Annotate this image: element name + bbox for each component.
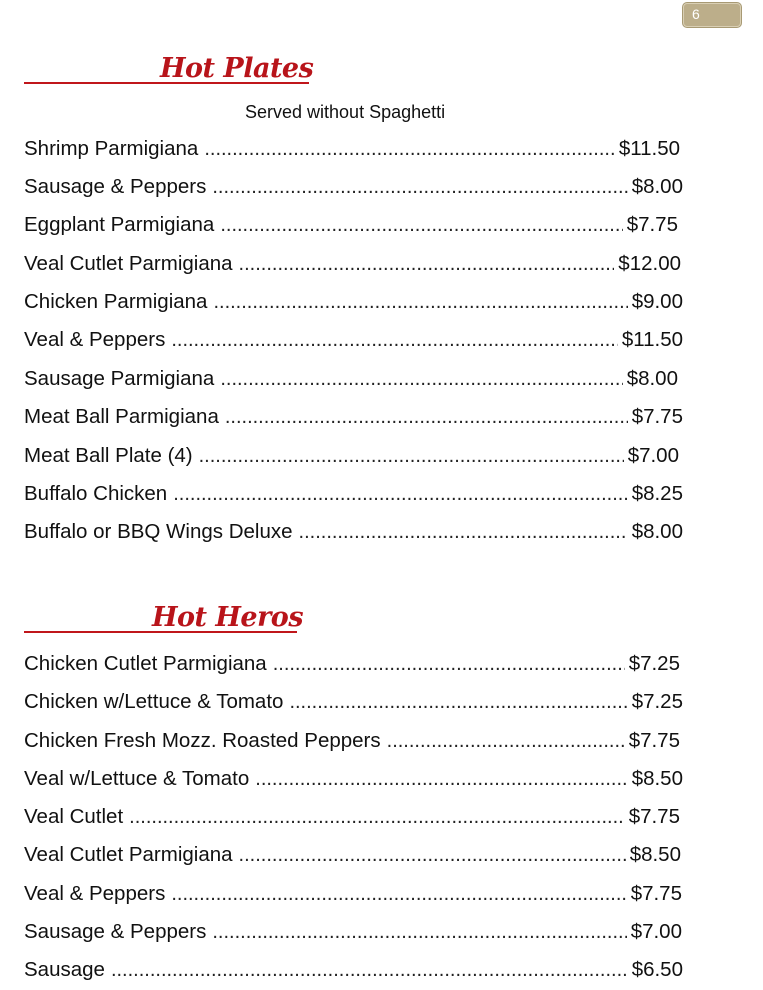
section-subtitle: Served without Spaghetti bbox=[245, 102, 446, 122]
dot-leader bbox=[171, 329, 617, 352]
item-name: Veal Cutlet Parmigiana bbox=[24, 252, 233, 275]
item-name: Veal & Peppers bbox=[24, 882, 166, 905]
item-price: $7.75 bbox=[628, 729, 680, 752]
section-header-hot-heros bbox=[24, 593, 304, 633]
item-name: Buffalo or BBQ Wings Deluxe bbox=[24, 520, 293, 543]
dot-leader bbox=[220, 214, 622, 237]
menu-item bbox=[24, 690, 683, 716]
dot-leader bbox=[199, 445, 624, 468]
item-name: Sausage bbox=[24, 958, 105, 981]
menu-item bbox=[24, 482, 683, 508]
menu-item bbox=[24, 405, 683, 431]
item-name: Veal Cutlet Parmigiana bbox=[24, 843, 233, 866]
item-price: $8.50 bbox=[631, 767, 683, 790]
menu-item bbox=[24, 958, 683, 984]
item-price: $9.00 bbox=[631, 290, 683, 313]
item-name: Meat Ball Plate (4) bbox=[24, 444, 193, 467]
menu-item bbox=[24, 213, 678, 239]
item-price: $8.25 bbox=[631, 482, 683, 505]
item-name: Meat Ball Parmigiana bbox=[24, 405, 219, 428]
dot-leader bbox=[255, 768, 627, 791]
dot-leader bbox=[129, 806, 625, 829]
dot-leader bbox=[273, 653, 625, 676]
item-price: $7.75 bbox=[630, 882, 682, 905]
menu-item bbox=[24, 920, 682, 946]
item-price: $7.75 bbox=[626, 213, 678, 236]
dot-leader bbox=[212, 176, 627, 199]
item-name: Sausage & Peppers bbox=[24, 920, 207, 943]
item-name: Chicken w/Lettuce & Tomato bbox=[24, 690, 284, 713]
dot-leader bbox=[289, 691, 627, 714]
menu-item bbox=[24, 137, 680, 163]
section-header-hot-plates bbox=[24, 44, 314, 84]
dot-leader bbox=[225, 406, 628, 429]
item-price: $7.25 bbox=[628, 652, 680, 675]
item-price: $8.00 bbox=[626, 367, 678, 390]
section-title: Hot Plates bbox=[160, 53, 314, 84]
item-price: $7.00 bbox=[627, 444, 679, 467]
dot-leader bbox=[299, 521, 628, 544]
menu-item bbox=[24, 175, 683, 201]
item-price: $12.00 bbox=[618, 252, 681, 275]
item-price: $8.00 bbox=[631, 175, 683, 198]
menu-item bbox=[24, 290, 683, 316]
dot-leader bbox=[111, 959, 628, 982]
menu-item bbox=[24, 520, 683, 546]
item-price: $7.00 bbox=[630, 920, 682, 943]
item-name: Chicken Cutlet Parmigiana bbox=[24, 652, 267, 675]
item-name: Chicken Parmigiana bbox=[24, 290, 208, 313]
menu-item bbox=[24, 652, 680, 678]
menu-item bbox=[24, 767, 683, 793]
item-name: Veal & Peppers bbox=[24, 328, 166, 351]
dot-leader bbox=[387, 730, 625, 753]
item-price: $11.50 bbox=[621, 328, 683, 351]
item-name: Sausage Parmigiana bbox=[24, 367, 215, 390]
item-name: Sausage & Peppers bbox=[24, 175, 207, 198]
dot-leader bbox=[239, 844, 626, 867]
dot-leader bbox=[171, 883, 626, 906]
item-price: $7.75 bbox=[628, 805, 680, 828]
dot-leader bbox=[220, 368, 622, 391]
menu-item bbox=[24, 328, 683, 354]
item-price: $8.00 bbox=[631, 520, 683, 543]
dot-leader bbox=[204, 138, 614, 161]
menu-item bbox=[24, 252, 681, 278]
menu-item bbox=[24, 367, 678, 393]
item-name: Shrimp Parmigiana bbox=[24, 137, 199, 160]
menu-item bbox=[24, 444, 679, 470]
dot-leader bbox=[173, 483, 627, 506]
item-price: $6.50 bbox=[631, 958, 683, 981]
dot-leader bbox=[213, 291, 627, 314]
item-price: $8.50 bbox=[629, 843, 681, 866]
item-name: Veal Cutlet bbox=[24, 805, 124, 828]
menu-item bbox=[24, 805, 680, 831]
item-price: $7.25 bbox=[631, 690, 683, 713]
menu-item bbox=[24, 843, 681, 869]
page-number-badge: 6 bbox=[683, 3, 741, 27]
item-name: Eggplant Parmigiana bbox=[24, 213, 215, 236]
item-name: Veal w/Lettuce & Tomato bbox=[24, 767, 250, 790]
menu-item bbox=[24, 882, 682, 908]
item-name: Chicken Fresh Mozz. Roasted Peppers bbox=[24, 729, 381, 752]
menu-item bbox=[24, 729, 680, 755]
item-price: $11.50 bbox=[618, 137, 680, 160]
dot-leader bbox=[239, 253, 615, 276]
dot-leader bbox=[212, 921, 626, 944]
item-name: Buffalo Chicken bbox=[24, 482, 168, 505]
section-title: Hot Heros bbox=[152, 602, 304, 633]
item-price: $7.75 bbox=[631, 405, 683, 428]
